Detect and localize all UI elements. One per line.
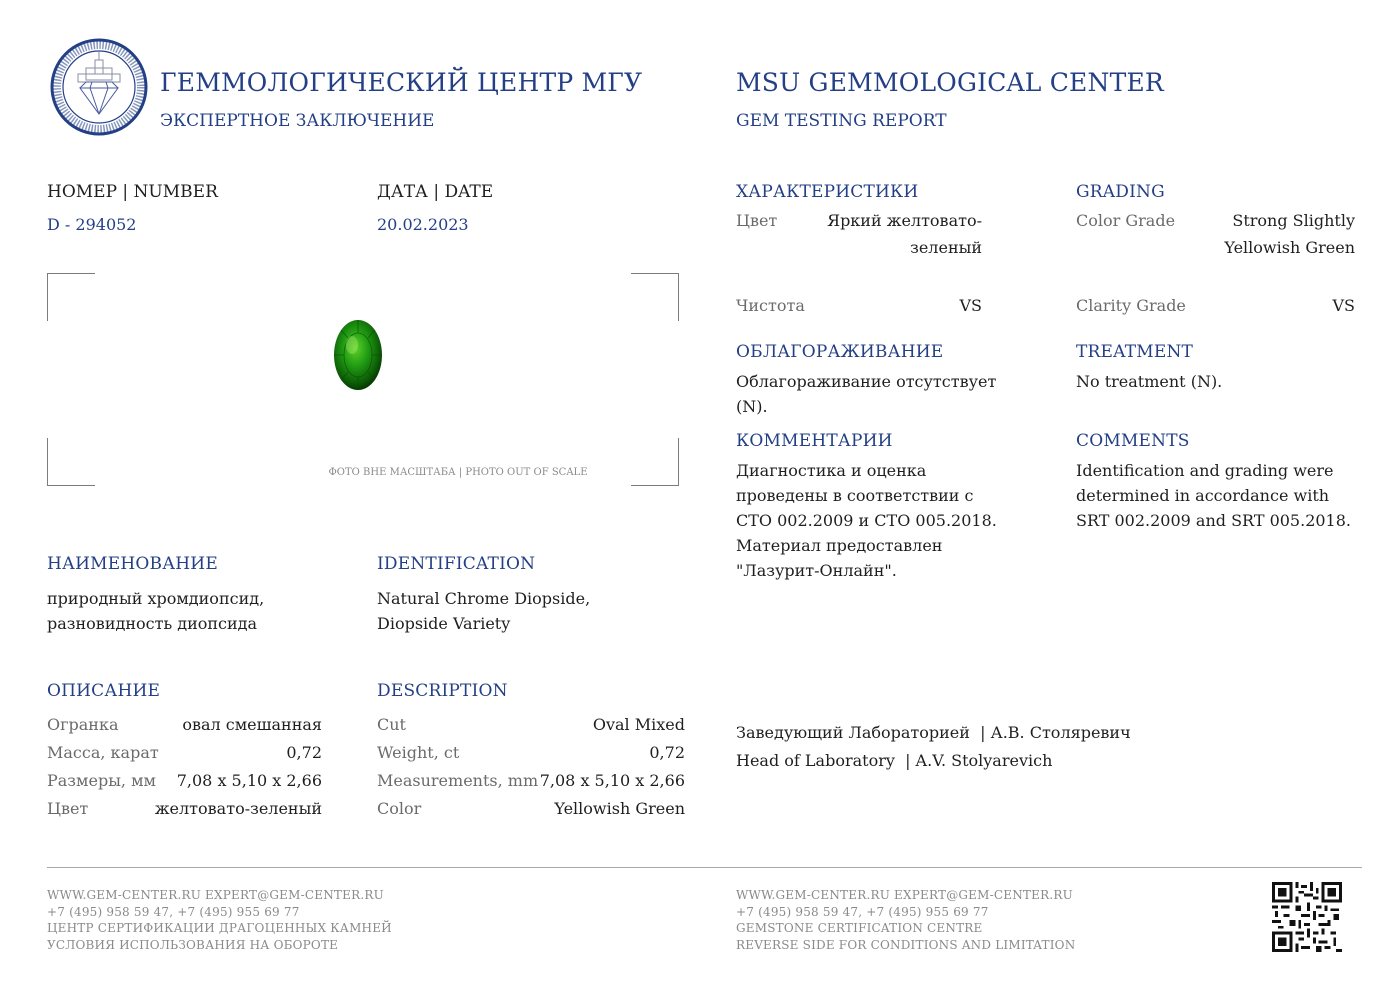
description-value: 0,72 bbox=[286, 742, 322, 762]
description-heading-en: DESCRIPTION bbox=[377, 681, 508, 701]
ru-center-title: ГЕММОЛОГИЧЕСКИЙ ЦЕНТР МГУ bbox=[160, 68, 643, 97]
description-label: Cut bbox=[377, 714, 406, 734]
clarity-label-en: Clarity Grade bbox=[1076, 296, 1186, 315]
footer-line: УСЛОВИЯ ИСПОЛЬЗОВАНИЯ НА ОБОРОТЕ bbox=[47, 937, 339, 952]
comments-line: Диагностика и оценка bbox=[736, 461, 927, 480]
color-grade-label-ru: Цвет bbox=[736, 211, 778, 230]
description-value: 7,08 x 5,10 x 2,66 bbox=[539, 770, 685, 790]
footer-line: WWW.GEM-CENTER.RU EXPERT@GEM-CENTER.RU bbox=[47, 888, 384, 902]
treatment-text-ru bbox=[736, 369, 996, 419]
comments-line: СТО 002.2009 и СТО 005.2018. bbox=[736, 511, 997, 530]
treatment-heading-ru: ОБЛАГОРАЖИВАНИЕ bbox=[736, 342, 944, 362]
footer-line: WWW.GEM-CENTER.RU EXPERT@GEM-CENTER.RU bbox=[736, 888, 1073, 902]
frame-corner bbox=[631, 438, 679, 486]
footer-line: ЦЕНТР СЕРТИФИКАЦИИ ДРАГОЦЕННЫХ КАМНЕЙ bbox=[47, 921, 392, 935]
head-of-lab-ru: Заведующий Лабораторией | А.В. Столяревич bbox=[736, 723, 1131, 742]
footer-line: +7 (495) 958 59 47, +7 (495) 955 69 77 bbox=[736, 904, 989, 919]
color-grade-line: Яркий желтовато- bbox=[827, 211, 982, 230]
identification-text-ru bbox=[47, 586, 264, 636]
comments-heading-ru: КОММЕНТАРИИ bbox=[736, 431, 893, 451]
description-label: Огранка bbox=[47, 714, 119, 734]
frame-corner bbox=[631, 273, 679, 321]
identification-heading-ru: НАИМЕНОВАНИЕ bbox=[47, 554, 218, 574]
description-value: Yellowish Green bbox=[554, 798, 685, 818]
en-center-title: MSU GEMMOLOGICAL CENTER bbox=[736, 68, 1164, 97]
frame-corner bbox=[47, 273, 95, 321]
date-value: 20.02.2023 bbox=[377, 215, 469, 234]
footer-line: REVERSE SIDE FOR CONDITIONS AND LIMITATION bbox=[736, 937, 1076, 952]
ru-report-subtitle: ЭКСПЕРТНОЕ ЗАКЛЮЧЕНИЕ bbox=[160, 111, 435, 131]
clarity-value-en: VS bbox=[1332, 296, 1355, 315]
comments-line: Материал предоставлен bbox=[736, 536, 943, 555]
grading-heading-ru: ХАРАКТЕРИСТИКИ bbox=[736, 182, 919, 202]
identification-line: Natural Chrome Diopside, bbox=[377, 589, 591, 608]
frame-corner bbox=[47, 438, 95, 486]
footer-line: GEMSTONE CERTIFICATION CENTRE bbox=[736, 921, 983, 935]
description-row bbox=[377, 766, 685, 794]
footer-divider bbox=[47, 867, 1362, 868]
photo-caption: ФОТО ВНЕ МАСШТАБА | PHOTO OUT OF SCALE bbox=[328, 467, 588, 478]
comments-line: SRT 002.2009 and SRT 005.2018. bbox=[1076, 511, 1351, 530]
en-report-subtitle: GEM TESTING REPORT bbox=[736, 111, 947, 131]
identification-line: Diopside Variety bbox=[377, 614, 511, 633]
color-grade-value-ru bbox=[812, 207, 982, 261]
footer-en bbox=[736, 887, 1075, 953]
description-row bbox=[377, 794, 685, 822]
number-label: НОМЕР | NUMBER bbox=[47, 182, 218, 202]
description-label: Color bbox=[377, 798, 422, 818]
description-row bbox=[47, 766, 322, 794]
identification-heading-en: IDENTIFICATION bbox=[377, 554, 536, 574]
comments-line: determined in accordance with bbox=[1076, 486, 1330, 505]
description-label: Масса, карат bbox=[47, 742, 159, 762]
comments-line: проведены в соответствии с bbox=[736, 486, 974, 505]
clarity-label-ru: Чистота bbox=[736, 296, 805, 315]
description-value: 7,08 x 5,10 x 2,66 bbox=[176, 770, 322, 790]
identification-line: природный хромдиопсид, bbox=[47, 589, 265, 608]
color-grade-label-en: Color Grade bbox=[1076, 211, 1176, 230]
color-grade-line: Yellowish Green bbox=[1224, 238, 1355, 257]
identification-line: разновидность диопсида bbox=[47, 614, 258, 633]
description-value: желтовато-зеленый bbox=[154, 798, 322, 818]
footer-ru bbox=[47, 887, 392, 953]
comments-text-ru bbox=[736, 458, 997, 583]
university-seal-icon bbox=[50, 38, 148, 136]
grading-heading-en: GRADING bbox=[1076, 182, 1165, 202]
color-grade-value-en bbox=[1180, 207, 1355, 261]
comments-text-en bbox=[1076, 458, 1351, 533]
description-value: Oval Mixed bbox=[592, 714, 685, 734]
clarity-value-ru: VS bbox=[959, 296, 982, 315]
description-label: Размеры, мм bbox=[47, 770, 156, 790]
description-heading-ru: ОПИСАНИЕ bbox=[47, 681, 161, 701]
treatment-line: (N). bbox=[736, 397, 768, 416]
comments-heading-en: COMMENTS bbox=[1076, 431, 1190, 451]
description-value: овал смешанная bbox=[182, 714, 322, 734]
description-label: Measurements, mm bbox=[377, 770, 539, 790]
date-label: ДАТА | DATE bbox=[377, 182, 494, 202]
treatment-line: Облагораживание отсутствует bbox=[736, 372, 997, 391]
description-row bbox=[377, 710, 685, 738]
identification-text-en bbox=[377, 586, 590, 636]
qr-code-icon[interactable] bbox=[1271, 882, 1343, 952]
description-label: Weight, ct bbox=[377, 742, 460, 762]
description-row bbox=[47, 794, 322, 822]
treatment-heading-en: TREATMENT bbox=[1076, 342, 1194, 362]
color-grade-line: зеленый bbox=[910, 238, 982, 257]
description-row bbox=[377, 738, 685, 766]
comments-line: Identification and grading were bbox=[1076, 461, 1334, 480]
description-label: Цвет bbox=[47, 798, 89, 818]
comments-line: "Лазурит-Онлайн". bbox=[736, 561, 897, 580]
description-row bbox=[47, 710, 322, 738]
description-value: 0,72 bbox=[649, 742, 685, 762]
head-of-lab-en: Head of Laboratory | A.V. Stolyarevich bbox=[736, 751, 1053, 770]
description-row bbox=[47, 738, 322, 766]
oval-green-gem-icon bbox=[332, 318, 384, 392]
footer-line: +7 (495) 958 59 47, +7 (495) 955 69 77 bbox=[47, 904, 300, 919]
color-grade-line: Strong Slightly bbox=[1232, 211, 1355, 230]
treatment-text-en: No treatment (N). bbox=[1076, 372, 1223, 391]
number-value: D - 294052 bbox=[47, 215, 137, 234]
